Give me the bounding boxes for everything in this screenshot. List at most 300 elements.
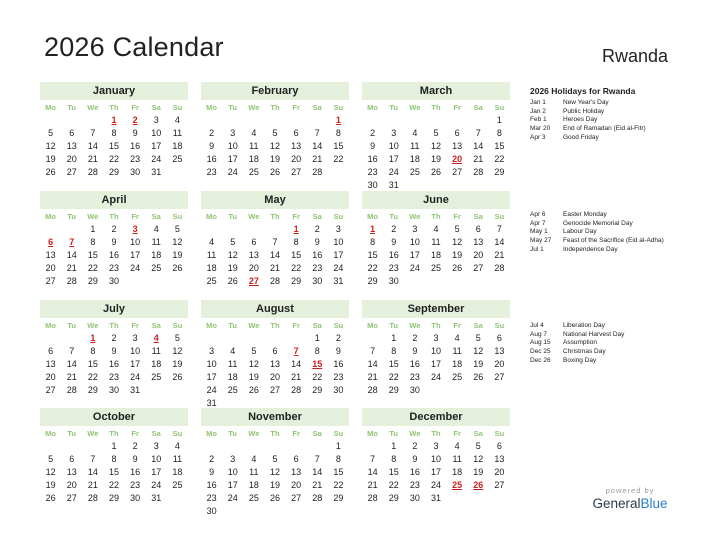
calendar-day: 5 <box>48 454 54 464</box>
calendar-day: 12 <box>473 454 484 464</box>
holiday-entry <box>530 348 700 357</box>
month-header: December <box>362 408 510 426</box>
weekday-label: Mo <box>367 321 378 330</box>
calendar-day: 10 <box>130 346 141 356</box>
weekday-label: Mo <box>206 212 217 221</box>
calendar-day: 28 <box>312 167 323 177</box>
holiday-entry-name: Genocide Memorial Day <box>563 219 633 227</box>
holiday-entry <box>530 339 700 348</box>
holiday-date: 4 <box>153 333 159 343</box>
holiday-entry-date: Jul 1 <box>530 245 544 253</box>
holiday-entry-name: National Harvest Day <box>563 330 625 338</box>
calendar-day: 13 <box>494 454 505 464</box>
weekday-label: Tu <box>228 212 238 221</box>
month-march <box>362 82 510 192</box>
weekday-label: Mo <box>206 429 217 438</box>
calendar-day: 2 <box>412 333 418 343</box>
calendar-day: 15 <box>108 467 119 477</box>
calendar-day: 30 <box>409 493 420 503</box>
calendar-day: 7 <box>314 128 320 138</box>
calendar-day: 10 <box>409 237 420 247</box>
calendar-day: 23 <box>206 167 217 177</box>
calendar-day: 16 <box>206 154 217 164</box>
calendar-day: 23 <box>108 372 119 382</box>
calendar-day: 29 <box>87 385 98 395</box>
calendar-day: 20 <box>494 467 505 477</box>
weekday-label: Th <box>431 103 441 112</box>
calendar-day: 8 <box>335 454 341 464</box>
day-grid <box>362 114 510 192</box>
month-header: February <box>201 82 349 100</box>
calendar-day: 24 <box>430 372 441 382</box>
empty-cell <box>362 332 383 345</box>
calendar-day: 30 <box>333 385 344 395</box>
calendar-day: 22 <box>312 372 323 382</box>
calendar-day: 23 <box>333 372 344 382</box>
calendar-day: 21 <box>494 250 505 260</box>
calendar-day: 15 <box>333 141 344 151</box>
calendar-day: 25 <box>172 480 183 490</box>
holiday-entry-name: Feast of the Sacrifice (Eid al-Adha) <box>563 237 664 245</box>
month-august <box>201 300 349 410</box>
calendar-day: 6 <box>454 128 460 138</box>
month-september <box>362 300 510 397</box>
empty-cell <box>222 440 243 453</box>
calendar-day: 19 <box>172 359 183 369</box>
calendar-day: 3 <box>391 128 397 138</box>
weekday-label: Sa <box>151 212 161 221</box>
calendar-day: 8 <box>335 128 341 138</box>
weekday-label: We <box>87 103 99 112</box>
calendar-day: 17 <box>227 154 238 164</box>
calendar-day: 11 <box>151 237 161 247</box>
weekday-label: Fr <box>453 429 461 438</box>
holiday-entry-date: Aug 7 <box>530 330 547 338</box>
holiday-entry <box>530 211 700 220</box>
weekday-label: Tu <box>389 212 399 221</box>
weekday-header <box>40 319 188 332</box>
calendar-day: 17 <box>151 467 162 477</box>
calendar-day: 20 <box>473 250 484 260</box>
calendar-day: 23 <box>388 263 399 273</box>
calendar-day: 9 <box>412 454 418 464</box>
calendar-day: 26 <box>45 167 56 177</box>
calendar-day: 2 <box>209 454 215 464</box>
calendar-day: 16 <box>130 141 141 151</box>
calendar-day: 18 <box>409 154 420 164</box>
calendar-day: 11 <box>249 141 259 151</box>
calendar-day: 17 <box>151 141 162 151</box>
calendar-day: 31 <box>388 180 399 190</box>
calendar-day: 25 <box>409 167 420 177</box>
weekday-label: Tu <box>67 212 77 221</box>
calendar-day: 9 <box>370 141 376 151</box>
calendar-day: 16 <box>312 250 323 260</box>
calendar-day: 31 <box>333 276 344 286</box>
calendar-day: 21 <box>87 154 98 164</box>
calendar-day: 14 <box>269 250 280 260</box>
weekday-label: Su <box>172 103 183 112</box>
empty-cell <box>286 440 307 453</box>
weekday-label: Fr <box>292 212 300 221</box>
weekday-label: Sa <box>473 321 483 330</box>
calendar-day: 7 <box>272 237 278 247</box>
weekday-label: Tu <box>67 429 77 438</box>
calendar-day: 17 <box>388 154 399 164</box>
calendar-day: 30 <box>367 180 378 190</box>
day-grid <box>40 440 188 505</box>
calendar-day: 10 <box>227 141 238 151</box>
calendar-day: 21 <box>367 480 378 490</box>
calendar-day: 22 <box>87 263 98 273</box>
calendar-day: 4 <box>454 441 460 451</box>
calendar-day: 31 <box>151 493 162 503</box>
month-header: January <box>40 82 188 100</box>
calendar-day: 3 <box>230 128 236 138</box>
calendar-day: 24 <box>151 154 162 164</box>
holiday-entry-name: Independence Day <box>563 245 618 253</box>
calendar-day: 29 <box>108 493 119 503</box>
calendar-day: 10 <box>151 454 162 464</box>
month-october <box>40 408 188 505</box>
weekday-label: Th <box>109 212 119 221</box>
calendar-day: 27 <box>66 167 77 177</box>
calendar-day: 7 <box>496 224 502 234</box>
calendar-day: 11 <box>151 346 161 356</box>
weekday-label: Sa <box>312 103 322 112</box>
weekday-header <box>362 101 510 114</box>
calendar-day: 4 <box>153 224 159 234</box>
calendar-day: 9 <box>314 237 320 247</box>
calendar-day: 23 <box>409 480 420 490</box>
calendar-day: 28 <box>87 493 98 503</box>
calendar-day: 26 <box>269 167 280 177</box>
calendar-day: 14 <box>66 359 77 369</box>
empty-cell <box>362 114 383 127</box>
calendar-day: 15 <box>333 467 344 477</box>
calendar-day: 4 <box>251 454 257 464</box>
weekday-header <box>40 101 188 114</box>
holiday-entry <box>530 125 700 134</box>
calendar-day: 9 <box>132 454 138 464</box>
weekday-label: Th <box>431 429 441 438</box>
calendar-day: 3 <box>209 346 215 356</box>
calendar-day: 1 <box>90 224 96 234</box>
calendar-day: 23 <box>367 167 378 177</box>
calendar-day: 9 <box>111 237 117 247</box>
calendar-day: 21 <box>66 372 77 382</box>
empty-cell <box>201 440 222 453</box>
weekday-label: Su <box>333 429 344 438</box>
calendar-day: 13 <box>452 141 463 151</box>
calendar-day: 3 <box>433 441 439 451</box>
month-header: May <box>201 191 349 209</box>
calendar-day: 29 <box>312 385 323 395</box>
weekday-label: Sa <box>312 212 322 221</box>
weekday-label: Su <box>494 212 505 221</box>
calendar-day: 11 <box>228 359 238 369</box>
empty-cell <box>264 332 285 345</box>
empty-cell <box>40 332 61 345</box>
calendar-day: 26 <box>172 263 183 273</box>
weekday-header <box>362 427 510 440</box>
calendar-day: 24 <box>333 263 344 273</box>
calendar-day: 28 <box>66 385 77 395</box>
calendar-day: 12 <box>269 467 280 477</box>
weekday-label: Th <box>109 429 119 438</box>
weekday-label: Fr <box>292 103 300 112</box>
calendar-day: 6 <box>293 128 299 138</box>
powered-by-text: powered by <box>605 486 655 495</box>
calendar-day: 21 <box>312 154 323 164</box>
empty-cell <box>82 440 103 453</box>
calendar-day: 29 <box>333 493 344 503</box>
weekday-label: We <box>87 321 99 330</box>
holiday-entry <box>530 99 700 108</box>
weekday-label: Fr <box>131 212 139 221</box>
weekday-label: Th <box>270 429 280 438</box>
calendar-day: 1 <box>111 441 117 451</box>
calendar-day: 25 <box>172 154 183 164</box>
holidays-title: 2026 Holidays for Rwanda <box>530 86 636 96</box>
empty-cell <box>61 223 82 236</box>
holiday-entry <box>530 108 700 117</box>
holiday-date: 2 <box>132 115 138 125</box>
calendar-day: 2 <box>111 333 117 343</box>
calendar-day: 12 <box>269 141 280 151</box>
empty-cell <box>243 440 264 453</box>
empty-cell <box>61 114 82 127</box>
holiday-date: 25 <box>452 480 463 490</box>
calendar-day: 19 <box>452 250 463 260</box>
calendar-day: 18 <box>172 141 183 151</box>
calendar-day: 3 <box>433 333 439 343</box>
day-grid <box>201 223 349 288</box>
calendar-day: 5 <box>433 128 439 138</box>
calendar-day: 11 <box>452 346 462 356</box>
day-grid <box>362 440 510 505</box>
calendar-day: 27 <box>66 493 77 503</box>
calendar-day: 28 <box>473 167 484 177</box>
calendar-day: 1 <box>496 115 502 125</box>
holiday-entry <box>530 134 700 143</box>
calendar-day: 22 <box>108 154 119 164</box>
weekday-label: Tu <box>228 429 238 438</box>
calendar-day: 8 <box>90 346 96 356</box>
holiday-date: 26 <box>473 480 484 490</box>
weekday-label: Su <box>494 321 505 330</box>
calendar-day: 9 <box>412 346 418 356</box>
month-header: June <box>362 191 510 209</box>
calendar-day: 10 <box>388 141 399 151</box>
calendar-day: 2 <box>335 333 341 343</box>
holiday-date: 15 <box>312 359 323 369</box>
calendar-day: 7 <box>69 346 75 356</box>
calendar-day: 25 <box>227 385 238 395</box>
empty-cell <box>201 223 222 236</box>
calendar-day: 12 <box>172 346 183 356</box>
calendar-day: 8 <box>314 346 320 356</box>
calendar-day: 14 <box>87 141 98 151</box>
calendar-day: 22 <box>333 154 344 164</box>
weekday-label: Tu <box>389 103 399 112</box>
holiday-entry-date: Apr 7 <box>530 219 546 227</box>
calendar-day: 28 <box>87 167 98 177</box>
calendar-day: 31 <box>151 167 162 177</box>
calendar-day: 24 <box>227 167 238 177</box>
calendar-day: 22 <box>291 263 302 273</box>
holiday-date: 27 <box>248 276 259 286</box>
month-december <box>362 408 510 505</box>
weekday-label: Tu <box>67 321 77 330</box>
weekday-label: We <box>87 429 99 438</box>
weekday-header <box>40 210 188 223</box>
calendar-day: 8 <box>370 237 376 247</box>
calendar-day: 24 <box>227 493 238 503</box>
holiday-date: 1 <box>111 115 117 125</box>
calendar-day: 12 <box>45 467 56 477</box>
calendar-day: 25 <box>248 493 259 503</box>
weekday-label: Mo <box>367 429 378 438</box>
calendar-day: 10 <box>333 237 344 247</box>
weekday-label: We <box>248 103 260 112</box>
empty-cell <box>447 114 468 127</box>
holiday-entry-name: Good Friday <box>563 133 599 141</box>
weekday-label: Fr <box>292 429 300 438</box>
calendar-day: 30 <box>108 385 119 395</box>
calendar-day: 3 <box>153 441 159 451</box>
holiday-entry-name: End of Ramadan (Eid al-Fitr) <box>563 125 646 133</box>
calendar-day: 30 <box>312 276 323 286</box>
weekday-label: Th <box>109 103 119 112</box>
calendar-day: 21 <box>269 263 280 273</box>
calendar-day: 13 <box>45 250 56 260</box>
calendar-day: 13 <box>291 141 302 151</box>
calendar-day: 19 <box>248 372 259 382</box>
weekday-label: We <box>248 321 260 330</box>
weekday-label: We <box>409 212 421 221</box>
calendar-day: 10 <box>206 359 217 369</box>
calendar-day: 27 <box>452 167 463 177</box>
calendar-day: 16 <box>333 359 344 369</box>
day-grid <box>40 114 188 179</box>
calendar-day: 8 <box>391 454 397 464</box>
calendar-day: 3 <box>412 224 418 234</box>
calendar-day: 6 <box>496 333 502 343</box>
month-header: October <box>40 408 188 426</box>
calendar-day: 19 <box>45 480 56 490</box>
calendar-day: 29 <box>291 276 302 286</box>
weekday-label: We <box>409 429 421 438</box>
calendar-day: 19 <box>269 480 280 490</box>
calendar-day: 14 <box>312 141 323 151</box>
empty-cell <box>425 114 446 127</box>
holidays-group-2 <box>530 211 700 254</box>
calendar-day: 2 <box>111 224 117 234</box>
calendar-day: 30 <box>388 276 399 286</box>
weekday-label: Mo <box>367 103 378 112</box>
generalblue-logo[interactable] <box>588 486 672 511</box>
empty-cell <box>307 440 328 453</box>
calendar-day: 30 <box>130 493 141 503</box>
weekday-label: Th <box>431 321 441 330</box>
holiday-entry <box>530 228 700 237</box>
calendar-day: 7 <box>90 454 96 464</box>
month-header: March <box>362 82 510 100</box>
calendar-day: 12 <box>172 237 183 247</box>
calendar-day: 9 <box>335 346 341 356</box>
calendar-day: 16 <box>409 467 420 477</box>
calendar-day: 15 <box>291 250 302 260</box>
calendar-day: 20 <box>494 359 505 369</box>
calendar-day: 13 <box>494 346 505 356</box>
holiday-entry-name: Assumption <box>563 339 597 347</box>
calendar-day: 22 <box>87 372 98 382</box>
calendar-day: 4 <box>412 128 418 138</box>
calendar-day: 16 <box>206 480 217 490</box>
calendar-day: 2 <box>412 441 418 451</box>
holiday-entry <box>530 220 700 229</box>
holiday-entry-date: Jan 2 <box>530 107 546 115</box>
calendar-day: 29 <box>494 167 505 177</box>
calendar-day: 14 <box>87 467 98 477</box>
month-header: July <box>40 300 188 318</box>
empty-cell <box>286 114 307 127</box>
empty-cell <box>40 223 61 236</box>
calendar-day: 10 <box>151 128 162 138</box>
calendar-day: 13 <box>291 467 302 477</box>
holiday-date: 6 <box>48 237 54 247</box>
calendar-day: 11 <box>249 467 259 477</box>
weekday-label: Fr <box>453 321 461 330</box>
calendar-day: 23 <box>108 263 119 273</box>
calendar-day: 6 <box>69 128 75 138</box>
weekday-label: We <box>248 212 260 221</box>
calendar-day: 12 <box>430 141 441 151</box>
calendar-day: 4 <box>454 333 460 343</box>
calendar-day: 16 <box>130 467 141 477</box>
calendar-day: 5 <box>454 224 460 234</box>
calendar-day: 21 <box>473 154 484 164</box>
calendar-day: 5 <box>272 454 278 464</box>
calendar-day: 25 <box>430 263 441 273</box>
calendar-day: 20 <box>66 480 77 490</box>
weekday-label: Sa <box>473 103 483 112</box>
calendar-day: 24 <box>388 167 399 177</box>
calendar-day: 27 <box>494 372 505 382</box>
calendar-day: 15 <box>87 250 98 260</box>
weekday-header <box>201 319 349 332</box>
calendar-day: 9 <box>209 467 215 477</box>
calendar-day: 14 <box>66 250 77 260</box>
calendar-day: 2 <box>132 441 138 451</box>
calendar-day: 5 <box>174 224 180 234</box>
empty-cell <box>222 223 243 236</box>
calendar-day: 4 <box>174 115 180 125</box>
calendar-day: 8 <box>111 454 117 464</box>
empty-cell <box>40 440 61 453</box>
calendar-day: 5 <box>48 128 54 138</box>
holiday-entry-date: Apr 6 <box>530 211 546 218</box>
calendar-day: 6 <box>272 346 278 356</box>
calendar-day: 21 <box>312 480 323 490</box>
calendar-day: 26 <box>452 263 463 273</box>
empty-cell <box>383 114 404 127</box>
calendar-day: 3 <box>230 454 236 464</box>
calendar-day: 6 <box>475 224 481 234</box>
calendar-day: 30 <box>206 506 217 516</box>
weekday-label: Sa <box>473 429 483 438</box>
